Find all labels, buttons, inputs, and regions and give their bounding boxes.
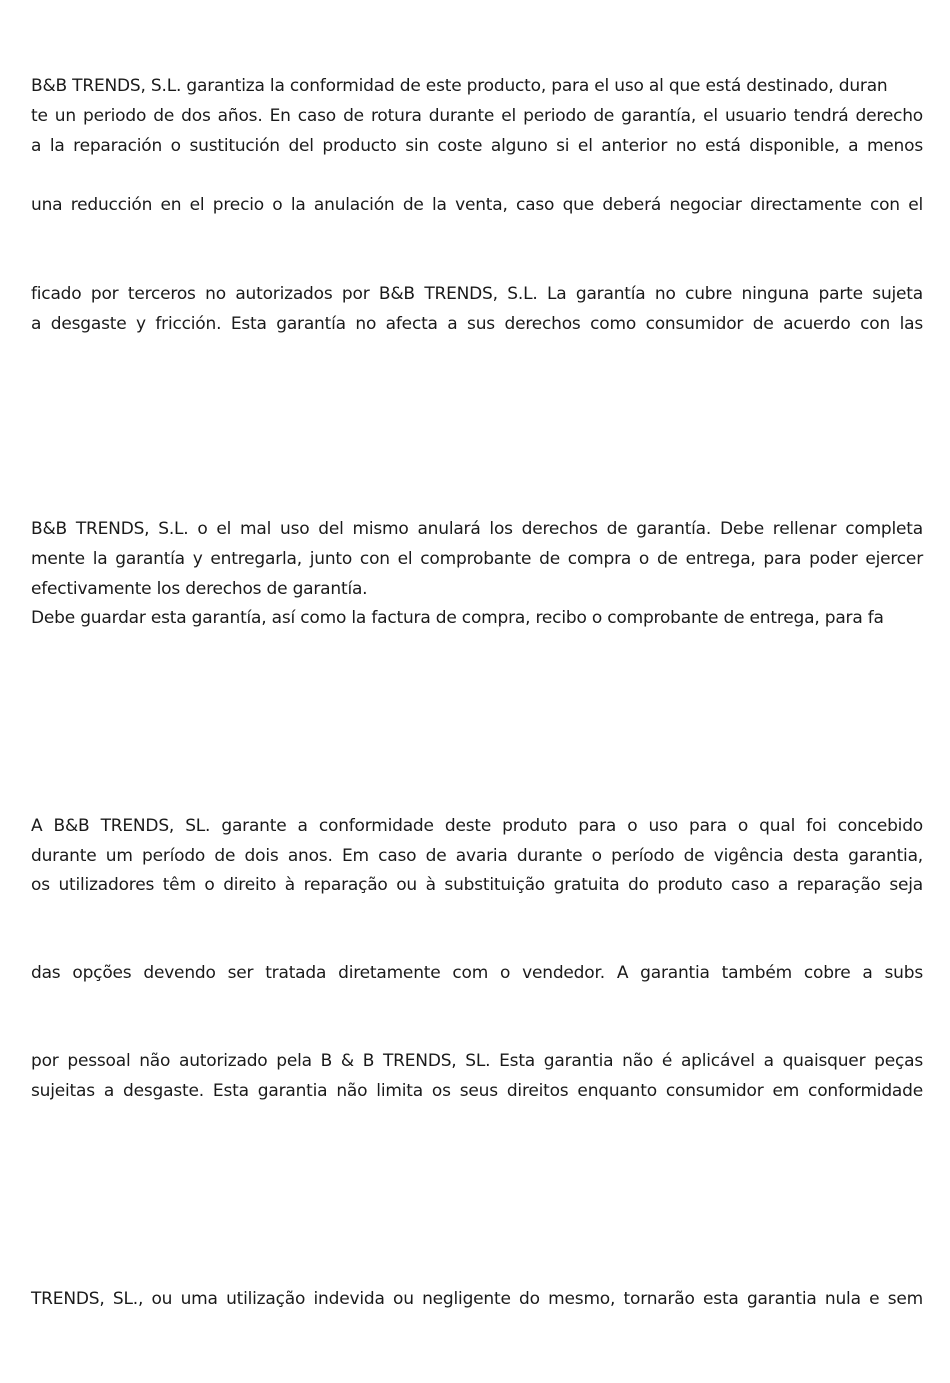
es-p2-line-1: una reducción en el precio o la anulación de la venta, caso que deberá negociar directamente con el <box>31 195 923 215</box>
es-p1-line-2: te un periodo de dos años. En caso de rotura durante el periodo de garantía, el usuario tendrá derecho <box>31 106 923 126</box>
es-p4-line-3: efectivamente los derechos de garantía. <box>31 579 368 599</box>
pt-p3-line-1: por pessoal não autorizado pela B & B TRENDS, SL. Esta garantia não é aplicável a quaisquer peças <box>31 1051 923 1071</box>
pt-p1-line-1: A B&B TRENDS, SL. garante a conformidade deste produto para o uso para o qual foi concebido <box>31 816 923 836</box>
pt-p2-line-1: das opções devendo ser tratada diretamente com o vendedor. A garantia também cobre a subs <box>31 963 923 983</box>
es-p4-line-1: B&B TRENDS, S.L. o el mal uso del mismo anulará los derechos de garantía. Debe rellenar completa <box>31 519 923 539</box>
es-p3-line-2: a desgaste y fricción. Esta garantía no afecta a sus derechos como consumidor de acuerdo con las <box>31 314 923 334</box>
es-p3-line-1: ficado por terceros no autorizados por B&B TRENDS, S.L. La garantía no cubre ninguna parte sujeta <box>31 284 923 304</box>
pt-p3-line-2: sujeitas a desgaste. Esta garantia não limita os seus direitos enquanto consumidor em conformidade <box>31 1081 923 1101</box>
pt-p4-line-1: TRENDS, SL., ou uma utilização indevida ou negligente do mesmo, tornarão esta garantia nula e sem <box>31 1289 923 1309</box>
es-p1-line-3: a la reparación o sustitución del producto sin coste alguno si el anterior no está disponible, a menos <box>31 136 923 156</box>
pt-p1-line-2: durante um período de dois anos. Em caso de avaria durante o período de vigência desta garantia, <box>31 846 923 866</box>
pt-p1-line-3: os utilizadores têm o direito à reparação ou à substituição gratuita do produto caso a reparação seja <box>31 875 923 895</box>
es-p4-line-4: Debe guardar esta garantía, así como la factura de compra, recibo o comprobante de entrega, para fa <box>31 608 884 628</box>
es-p1-line-1: B&B TRENDS, S.L. garantiza la conformidad de este producto, para el uso al que está destinado, duran <box>31 76 888 96</box>
es-p4-line-2: mente la garantía y entregarla, junto con el comprobante de compra o de entrega, para poder ejercer <box>31 549 923 569</box>
